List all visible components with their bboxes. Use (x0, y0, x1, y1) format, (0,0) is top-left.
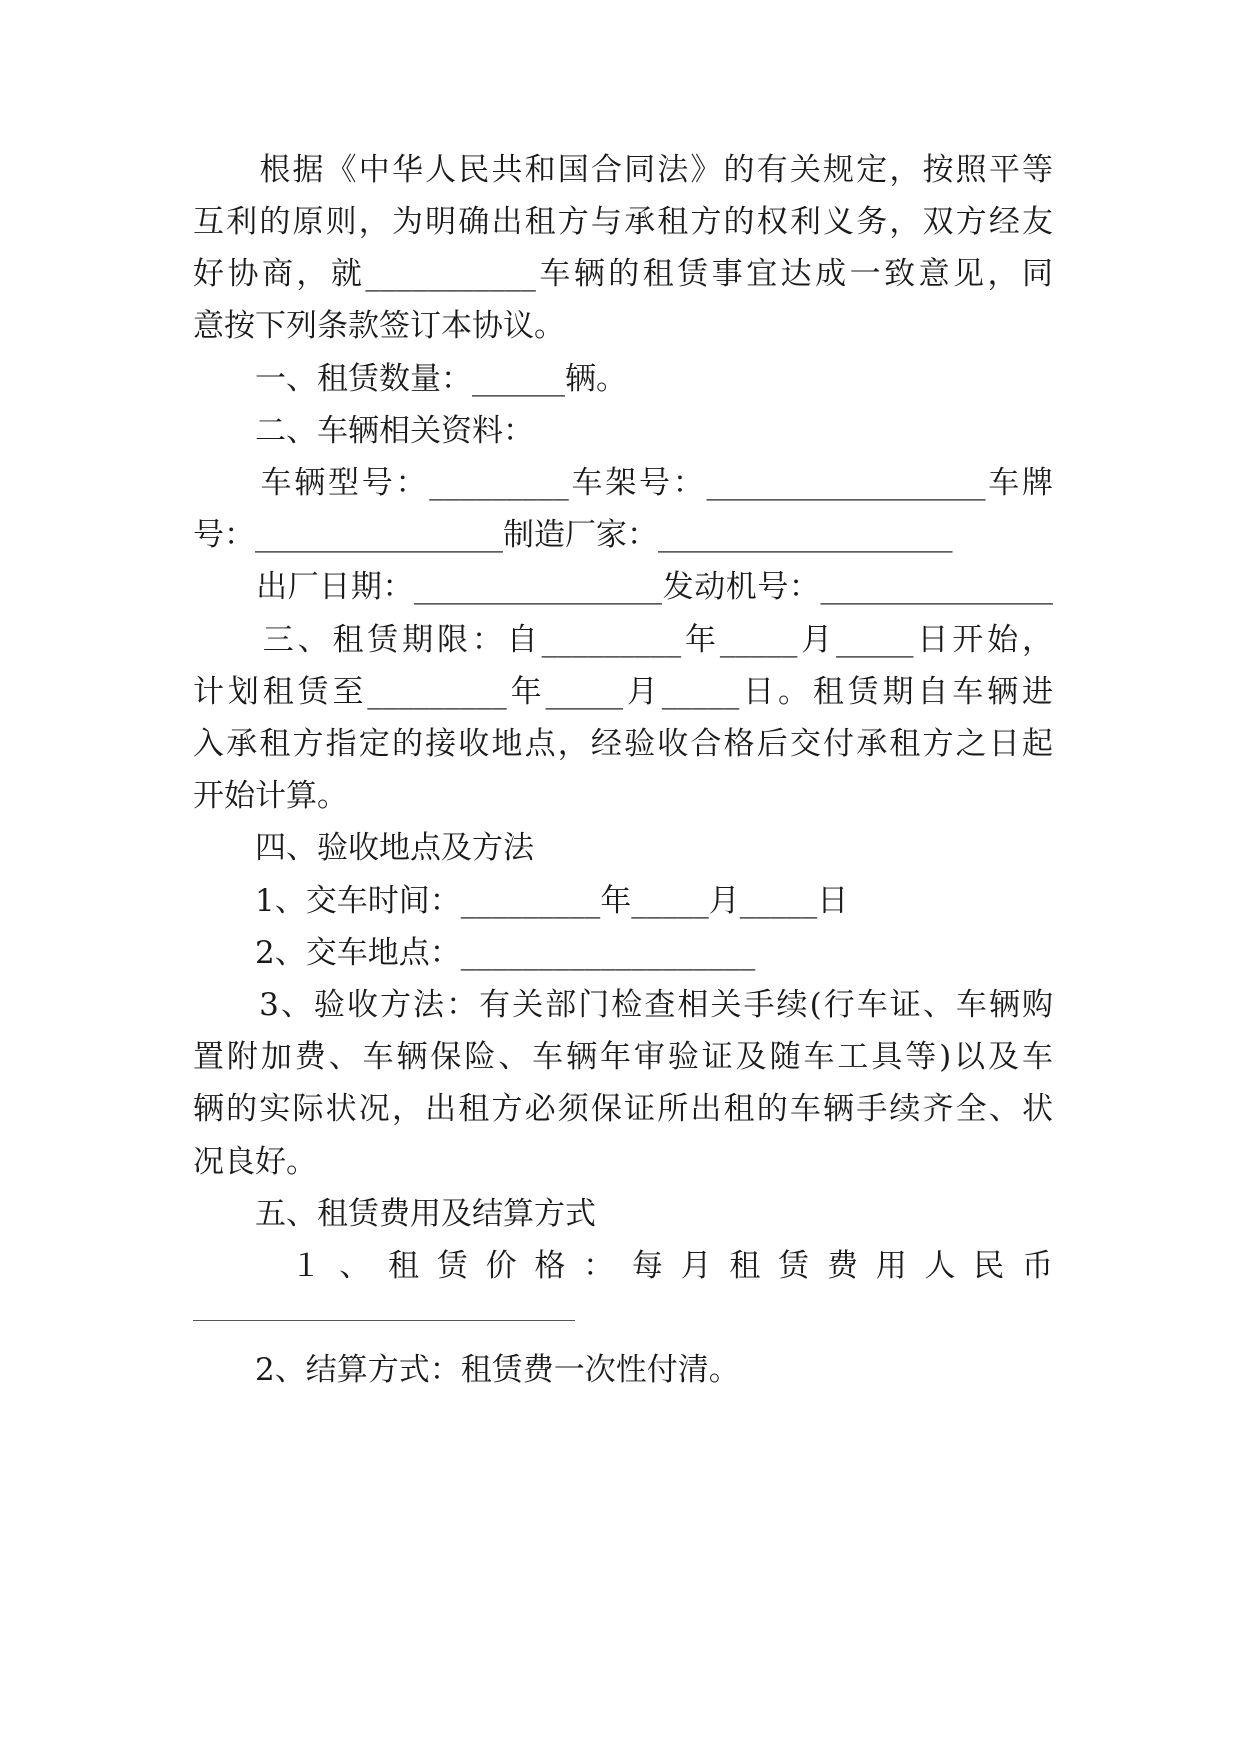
paragraph-line: 三、租赁期限：自_________年_____月_____日开始， (193, 622, 1053, 658)
paragraph-line: 出厂日期：________________发动机号：_______________ (193, 569, 1053, 605)
paragraph-line: 况良好。 (193, 1144, 317, 1180)
paragraph-line: 四、验收地点及方法 (193, 830, 534, 866)
blank-underline (193, 1320, 575, 1321)
paragraph-line: 车辆型号：_________车架号：__________________车牌 (193, 465, 1053, 501)
paragraph-line: 3、验收方法：有关部门检查相关手续(行车证、车辆购 (193, 987, 1053, 1023)
paragraph-line: 一、租赁数量：______辆。 (193, 361, 627, 397)
paragraph-line: 2、结算方式：租赁费一次性付清。 (193, 1352, 740, 1388)
paragraph-line: 好协商，就___________车辆的租赁事宜达成一致意见，同 (193, 256, 1053, 292)
paragraph-line: 根据《中华人民共和国合同法》的有关规定，按照平等 (193, 152, 1053, 188)
paragraph-line: 五、租赁费用及结算方式 (193, 1196, 596, 1232)
paragraph-line: 计划租赁至_________年_____月_____日。租赁期自车辆进 (193, 674, 1053, 710)
paragraph-line: 互利的原则，为明确出租方与承租方的权利义务，双方经友 (193, 204, 1053, 240)
paragraph-line: 开始计算。 (193, 778, 348, 814)
paragraph-line: 2、交车地点：___________________ (193, 935, 756, 971)
paragraph-line: 入承租方指定的接收地点，经验收合格后交付承租方之日起 (193, 726, 1053, 762)
paragraph-line: 意按下列条款签订本协议。 (193, 308, 565, 344)
paragraph-line: 置附加费、车辆保险、车辆年审验证及随车工具等)以及车 (193, 1039, 1053, 1075)
paragraph-line: 1、交车时间：_________年_____月_____日 (193, 883, 849, 919)
paragraph-line: １、租赁价格：每月租赁费用人民币 (193, 1248, 1053, 1284)
paragraph-line: 号：________________制造厂家：___________________ (193, 517, 953, 553)
paragraph-line: 辆的实际状况，出租方必须保证所出租的车辆手续齐全、状 (193, 1091, 1053, 1127)
paragraph-line: 二、车辆相关资料： (193, 413, 534, 449)
